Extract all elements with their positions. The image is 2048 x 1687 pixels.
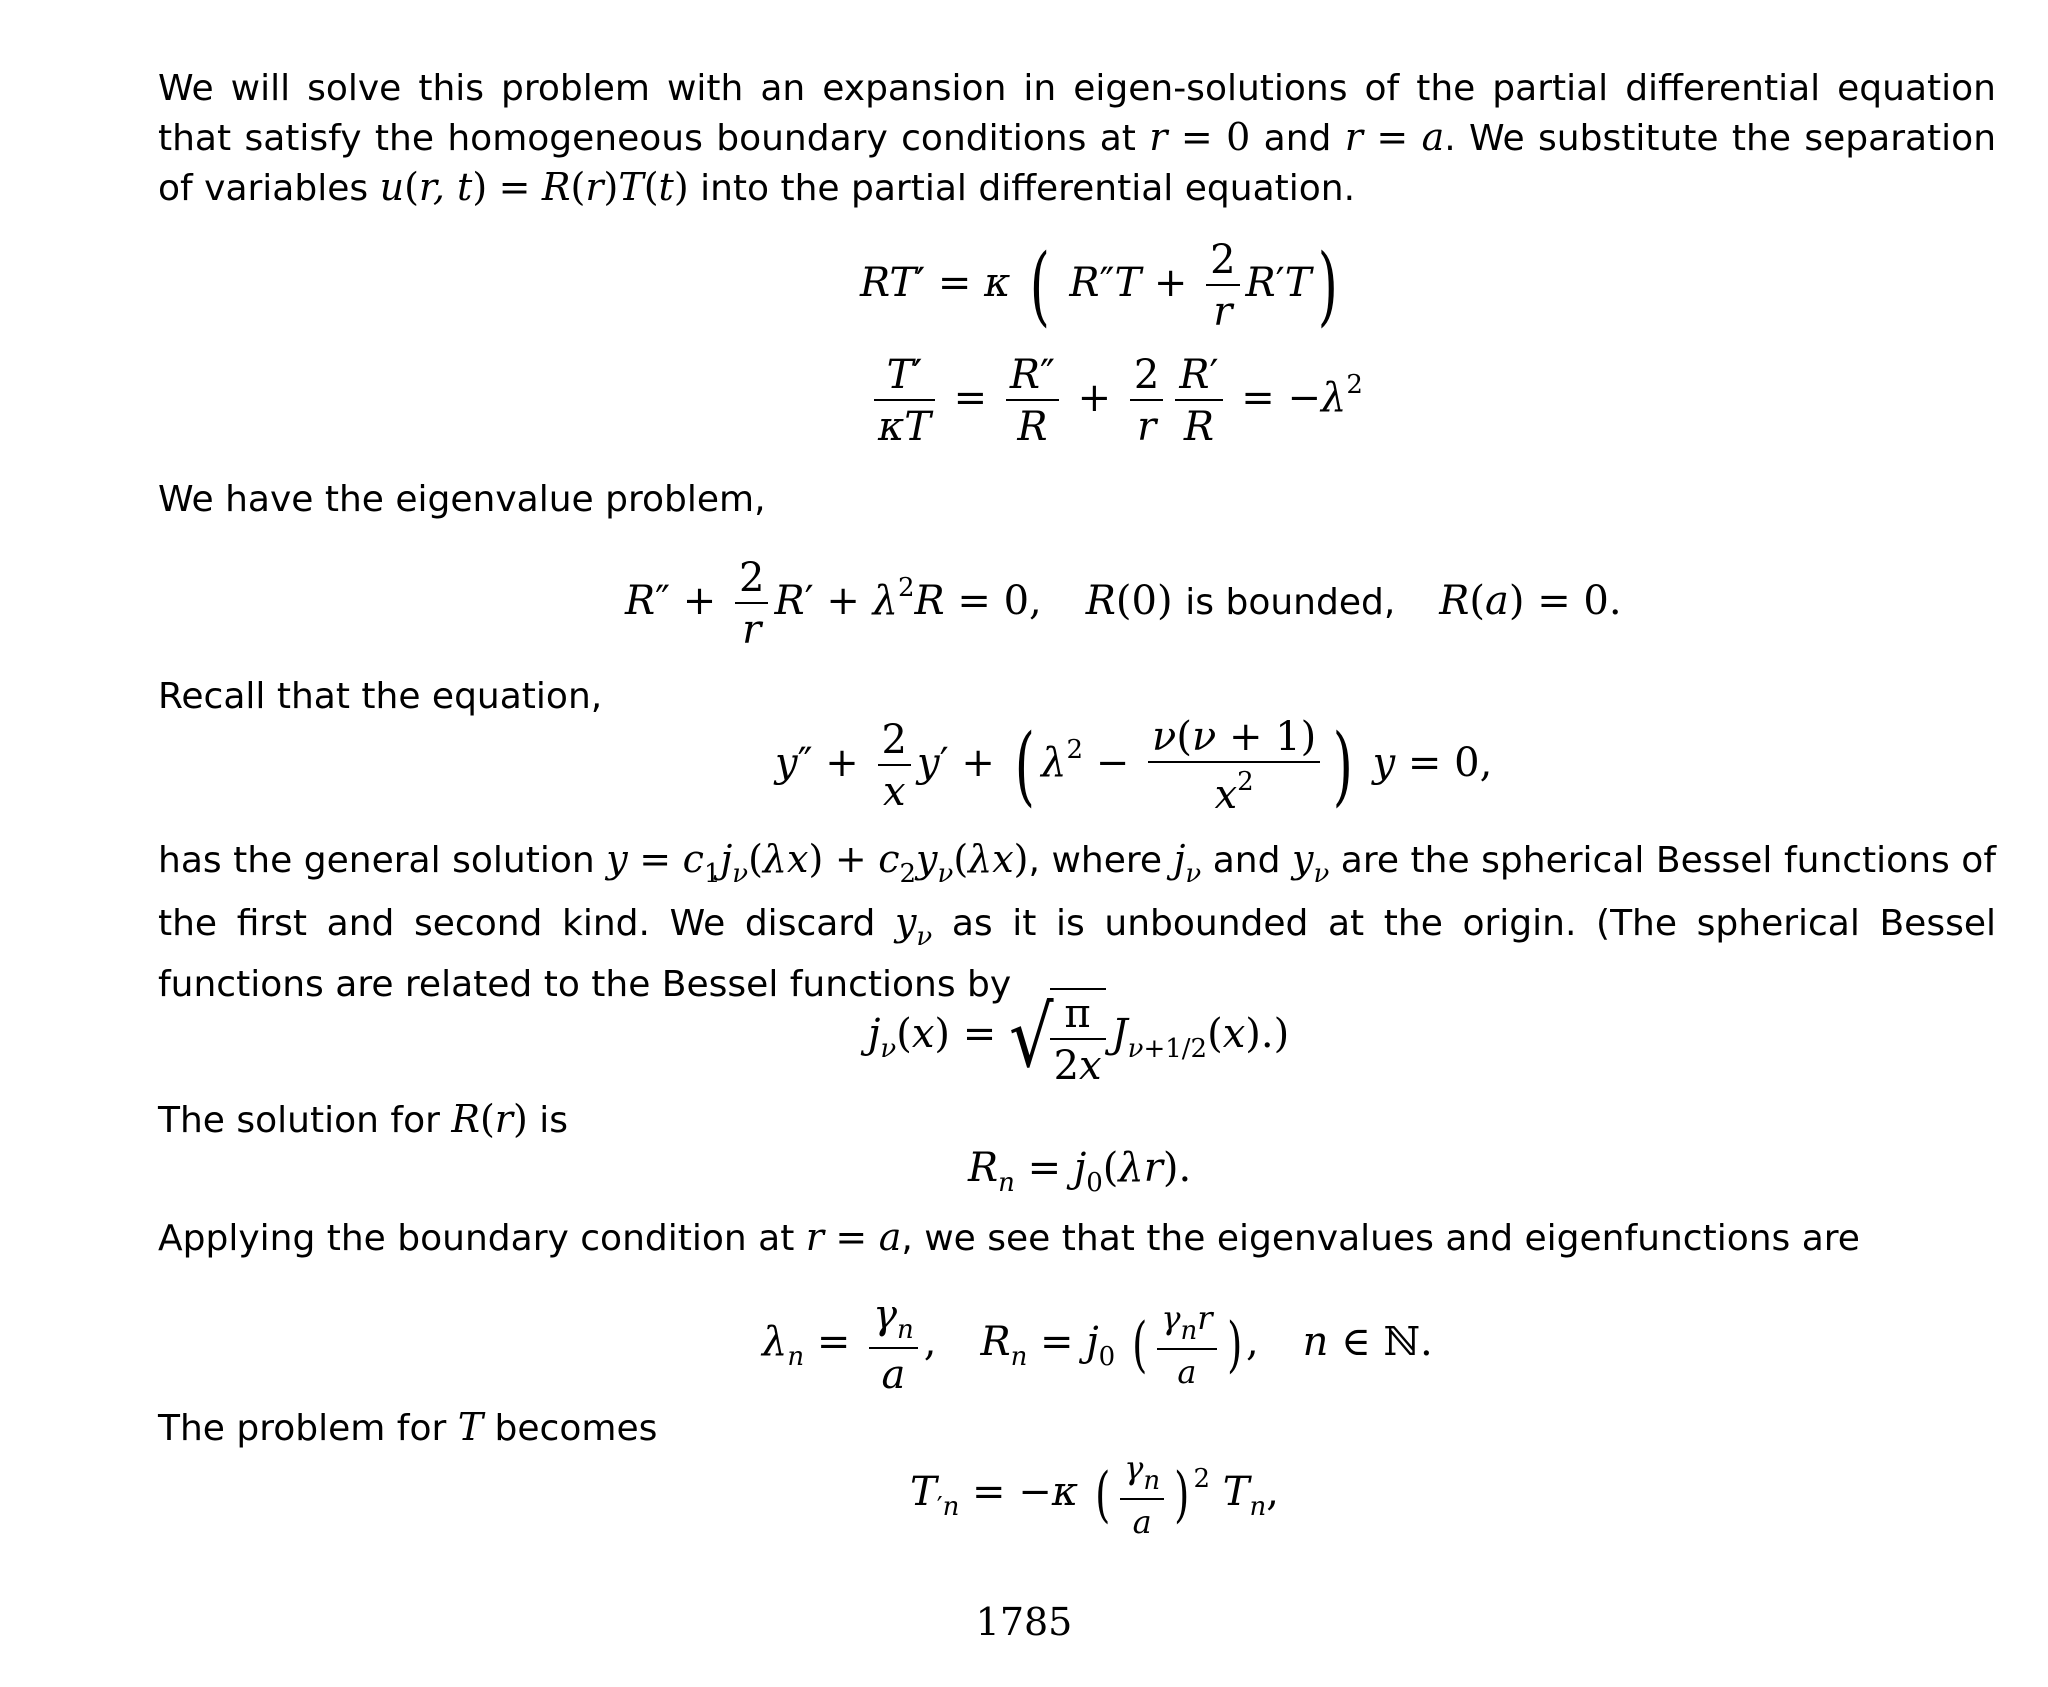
page-number: 1785: [975, 1600, 1073, 1644]
paragraph-recall: Recall that the equation,: [158, 676, 603, 717]
paragraph-general-solution: has the general solution $y = c_1j_\nu(\lambda x) + c_2y_\nu(\lambda x)$, where $j_\nu$ and $y_\nu$ are the spherical Bessel functions of the first and second kind. We discard $y_\nu$ as it is unbounded at the origin. (The spherical Bessel functions are related to the Bessel functions by: [158, 837, 1997, 1005]
equation-T-problem: $T_{'n} = -\kappa$ ( $\frac{\gamma_n}{a}$ ) $^2$ $T_n$,: [910, 1449, 1279, 1541]
paragraph-eigen-intro: We have the eigenvalue problem,: [158, 479, 766, 520]
intro-text: We will solve this problem with an expansion in eigen-solutions of the partial differential equation that satisfy the homogeneous boundary conditions at r = 0 and r = a. We substitute the separation of variables u(r, t) = R(r)T(t) into the partial differential equation.: [158, 68, 1997, 209]
equation-Rn: $R_n = j_0(\lambda r)$.: [968, 1145, 1192, 1198]
equation-spherical-bessel: $j_\nu(x)$ = √ $\frac{\pi}{2x}$ $J_{\nu+1/2}(x)$.): [868, 987, 1290, 1089]
equation-separation-2: $\frac{T'}{\kappa T}$ = $\frac{R''}{R}$ + $\frac{2}{r}$ $\frac{R'}{R}$ = $-\lambda^2$: [868, 355, 1363, 447]
equation-eigenvalues: $\lambda_n$ = $\frac{\gamma_n}{a}$ , $R_n = j_0$ ( $\frac{\gamma_nr}{a}$ ) , n ∈ ℕ.: [762, 1292, 1433, 1398]
paragraph-solution-R: The solution for R(r) is: [158, 1097, 568, 1141]
paragraph-intro: [158, 65, 1996, 213]
equation-separation-1: RT′ = κ ( R″T + $\frac{2}{r}$ R′T): [860, 236, 1339, 336]
bounded-text: is bounded,: [1185, 582, 1396, 623]
equation-eigen-problem: R″ + $\frac{2}{r}$ $R' + \lambda^2R = 0$, R(0) is bounded, R(a) = 0.: [625, 555, 1622, 653]
equation-bessel: y″ + $\frac{2}{x}$ y′ + ( $\lambda^2$ − $\frac{\nu(\nu + 1)}{x^2}$ ) y = 0,: [775, 714, 1493, 818]
paragraph-problem-T: The problem for T becomes: [158, 1405, 658, 1449]
paragraph-applying: Applying the boundary condition at r = a, we see that the eigenvalues and eigenfunctions are: [158, 1215, 1860, 1259]
